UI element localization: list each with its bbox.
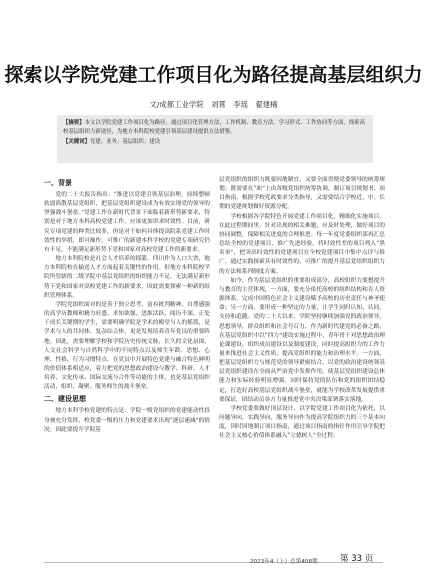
paragraph: 层党组织的组织力既要因地制宜，又要全面贯彻党委领导的统筹规划；既需要在“面”上由各级党组织统筹协调，制订项目规划书、项目指南、根据学校党政要求分类指导，又需要结合学校近、中、长期的党建规划做好资源分配。 — [219, 177, 385, 211]
paragraph: 党的二十大报告指出：“推进以党建引领基层治理，持续整顿软弱涣散基层党组织，把基层党组织建设成为有效实现党的领导的坚强战斗堡垒。”党建工作在新时代背景下面临着新形势新要求，特别是对于地方本科高校党建工作，应该更加讲求时效性。目前，研究专项党建的种类比较多，但是对于如何具体提高院系党建工作时效性的举措，即可操作，可推广的新建本科学校的党建专项研究仍有不足，不能满足新形势下党和国家对高校党建工作的新要求。 — [44, 192, 210, 253]
right-column — [219, 176, 385, 442]
paragraph: 学院党组织面对的是善于独立思考、富有批判精神、自尊感强的高学历教师和精力旺盛、求知欲强、思维活跃、阅历不深、正处于成长关键期的学生，需要明确学院是学术的殿堂与人的摇篮，是学术与人的共同体、复杂综合体，更是发现培养青年党员的重要阵地。因此，需要理解学校和学院历史传统文脉，长久的文化氛围，人文社会科学与自然科学中的不同特点以及师生年龄、思想、心理、性格、行为习惯特点，在党员中开展特色党建与融合特色鲜明的价值体系相适应，着力把党的思想政治建设与教学、科研、人才培养、文化传承、国际交流与合作等功能的主体，也是基层党组织活动、组织、凝聚、服务师生的战斗堡垒。 — [44, 301, 210, 391]
paragraph: 学校根据各学院特色开展党建工作项目化，精细化实施项目，在此过程期间里，针对出现的相关难题，应及时处理，做好项目的协同调整，保障相关进度的合理推进。每一年度党委组织部再汇总总结全校的党建项目，推广先进经验，将时效性差的项目列入“黑名单”，把突出时效性的党建项目在全校党建项目中集中点评与推广。通过实践探索具有时效性的、可推广的提升基层党组织组织力的方法和系列制度方案。 — [219, 213, 385, 275]
paragraph: 地方本科院校是社会人才培养的摇篮，四川作为人口大省，地方本科院校在输送人才方面起着关键性的作用。但地方本科院校学院所管辖的二级学院中基层党组织的组织能力不足，无法满足新形势下党和国家对高校党建工作的新要求，因此需要探索一种新的组织管理体系。 — [44, 256, 210, 299]
keywords-label: 【关键词】 — [63, 138, 90, 145]
issue-info: 2023年4（上）总第408期 — [250, 559, 318, 565]
article-title: 探索以学院党建工作项目化为路径提高基层组织力 — [4, 64, 423, 86]
keywords — [63, 138, 367, 147]
paragraph: 学校党委要做好顶层设计，以学院党建工作项目化为依托，以问题导向、实践导向、服务导向作为提高学院组织力的三个基本向度，因时因地制订项目指南，通过项目指南的指针作用引导学院把社会主义核心价值体系融入“立德树人”全过程。 — [219, 405, 385, 440]
paragraph: 地方本科学校党建的特点是：学院一级党组织的党建能动性投身被充分发挥，校党委一级的压力和党建要求出现“逐层递减”的情况；因此要提升学院基 — [44, 408, 210, 433]
footer-rule — [44, 562, 383, 563]
paragraph: 如今，作为基层党组织的重要组成部分，高校组织力要想提升与教育的主营体现，一方面，要充分依托高校的组织结构和育人资源体系，完成中国特色社会主义建设赋予高校的历史责任与神圣使命；另一方面，要形成一种坚定的力量，让学生同时认知、认同、支持和追随。党的二十大以来，学院坚持继续加强党的政治领导、思想领导，群众组织和社会号召力，作为新时代建党的必备之路，在基层党组织中以“四力”建设实施过程中，青年骨干对思想政治理论课建设、组织成员建设以及制度建设，同时提高组织力的工作力量来推进社会主义性质，提高党组织的能力和治理水平。一方面，把基层党组织力与规范党的领导紧密结合，以党的政治建设统领基层党组织建设在全面从严治党中发挥作用，使基层党组织建设总体能力和实际经验明显增强，同时保持党的队伍和党的组织团结稳定，打造好高校基层党组织战斗堡垒，就能为学校改革发展提供重要保证，团结动员各方力量推进党中央决策部署落实落地。 — [219, 277, 385, 403]
page-number: 第 33 页 — [340, 554, 374, 564]
author-line: 文/成都工业学院 刘霄 李瑶 翟建楠 — [149, 100, 278, 109]
section-heading-ideas: 二、建设思想 — [44, 395, 86, 404]
abstract — [63, 119, 367, 137]
abstract-text: 本文以学院党建工作项目化为路径，通过项目化管理方法，工作机制、教育方法、学习形式、工作协同等方面，探索高校基层组织力新途径，为地方本科院校党建引领基层建设提供方法借鉴。 — [63, 120, 365, 135]
abstract-label: 【摘要】 — [63, 120, 85, 126]
abstract-box — [57, 115, 373, 163]
section-heading-background: 一、背景 — [44, 179, 72, 187]
left-column — [44, 176, 210, 435]
keywords-text: 党建；业务；基层组织；建设 — [89, 138, 161, 145]
